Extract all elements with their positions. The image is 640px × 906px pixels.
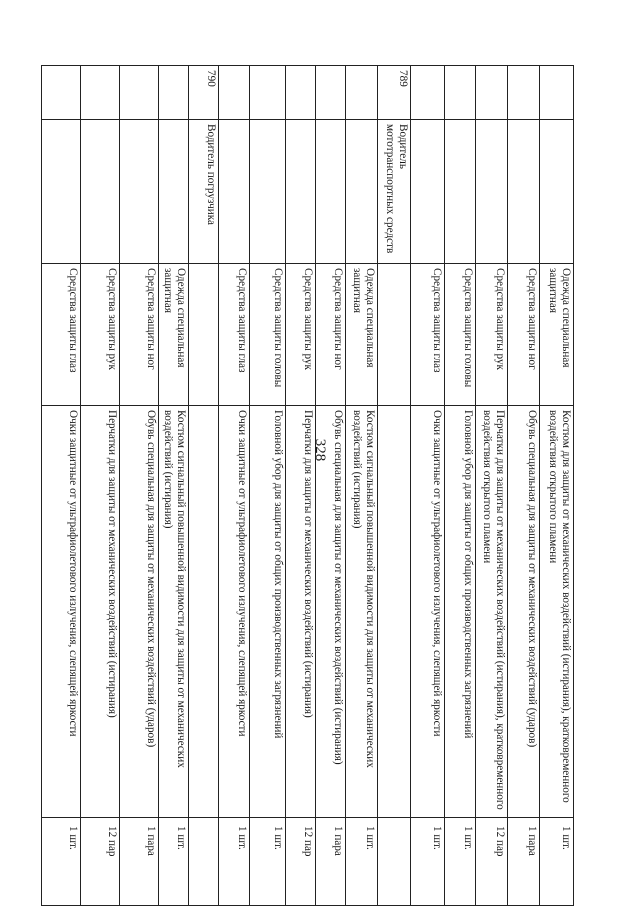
quantity-cell: 1 шт. <box>346 818 378 906</box>
table-row <box>189 66 219 906</box>
row-number-cell <box>445 66 476 120</box>
quantity-cell: 1 шт. <box>445 818 476 906</box>
ppe-category-cell: Средства защиты рук <box>81 264 120 406</box>
ppe-item-cell: Очки защитные от ультрафиолетового излучения, слепящей яркости <box>411 406 445 818</box>
job-title-cell <box>159 120 189 264</box>
row-number-cell <box>159 66 189 120</box>
table-row <box>378 66 411 906</box>
table-row <box>42 66 81 906</box>
table-row <box>508 66 540 906</box>
quantity-cell: 1 пара <box>316 818 346 906</box>
ppe-item-cell: Костюм сигнальный повышенной видимости для защиты от механических воздействий (истирания) <box>159 406 189 818</box>
quantity-cell: 12 пар <box>286 818 316 906</box>
row-number-cell <box>219 66 250 120</box>
quantity-cell: 1 шт. <box>250 818 286 906</box>
ppe-item-cell: Костюм для защиты от механических воздействий (истирания), кратковременного воздействия открытого пламени <box>540 406 574 818</box>
ppe-item-cell: Очки защитные от ультрафиолетового излучения, слепящей яркости <box>42 406 81 818</box>
ppe-item-cell: Перчатки для защиты от механических воздействий (истирания) <box>286 406 316 818</box>
quantity-cell: 12 пар <box>476 818 508 906</box>
ppe-item-cell: Очки защитные от ультрафиолетового излучения, слепящей яркости <box>219 406 250 818</box>
ppe-item-cell: Обувь специальная для защиты от механических воздействий (ударов) <box>120 406 159 818</box>
table-row <box>411 66 445 906</box>
table-row <box>286 66 316 906</box>
quantity-cell: 12 пар <box>81 818 120 906</box>
job-title-cell: Водитель погрузчика <box>189 120 219 264</box>
ppe-category-cell: Средства защиты головы <box>445 264 476 406</box>
ppe-category-cell: Средства защиты глаз <box>411 264 445 406</box>
row-number-cell <box>120 66 159 120</box>
table-row <box>120 66 159 906</box>
row-number-cell: 790 <box>189 66 219 120</box>
ppe-table-rotated <box>67 65 574 905</box>
row-number-cell <box>81 66 120 120</box>
ppe-category-cell: Одежда специальная защитная <box>540 264 574 406</box>
job-title-cell <box>81 120 120 264</box>
row-number-cell <box>540 66 574 120</box>
quantity-cell: 1 шт. <box>219 818 250 906</box>
quantity-cell: 1 шт. <box>159 818 189 906</box>
job-title-cell <box>120 120 159 264</box>
job-title-cell <box>42 120 81 264</box>
ppe-table <box>41 65 574 906</box>
ppe-category-cell: Средства защиты рук <box>476 264 508 406</box>
job-title-cell <box>286 120 316 264</box>
ppe-category-cell: Средства защиты головы <box>250 264 286 406</box>
ppe-item-cell: Обувь специальная для защиты от механических воздействий (ударов) <box>508 406 540 818</box>
job-title-cell <box>540 120 574 264</box>
ppe-category-cell: Одежда специальная защитная <box>346 264 378 406</box>
row-number-cell <box>286 66 316 120</box>
ppe-item-cell: Головной убор для защиты от общих производственных загрязнений <box>445 406 476 818</box>
row-number-cell <box>508 66 540 120</box>
row-number-cell <box>250 66 286 120</box>
ppe-category-cell <box>378 264 411 406</box>
ppe-item-cell: Перчатки для защиты от механических воздействий (истирания), кратковременного воздействия открытого пламени <box>476 406 508 818</box>
ppe-item-cell: Костюм сигнальный повышенной видимости для защиты от механических воздействий (истирания) <box>346 406 378 818</box>
job-title-cell <box>411 120 445 264</box>
ppe-category-cell: Средства защиты глаз <box>42 264 81 406</box>
ppe-category-cell: Средства защиты ног <box>316 264 346 406</box>
table-row <box>445 66 476 906</box>
ppe-category-cell <box>189 264 219 406</box>
row-number-cell <box>42 66 81 120</box>
quantity-cell: 1 пара <box>120 818 159 906</box>
ppe-category-cell: Одежда специальная защитная <box>159 264 189 406</box>
table-row <box>346 66 378 906</box>
table-row <box>476 66 508 906</box>
ppe-item-cell: Обувь специальная для защиты от механических воздействий (истирания) <box>316 406 346 818</box>
quantity-cell <box>189 818 219 906</box>
ppe-category-cell: Средства защиты рук <box>286 264 316 406</box>
quantity-cell: 1 шт. <box>540 818 574 906</box>
row-number-cell <box>346 66 378 120</box>
ppe-item-cell <box>189 406 219 818</box>
page-number: 328 <box>312 438 328 462</box>
table-row <box>219 66 250 906</box>
row-number-cell <box>476 66 508 120</box>
ppe-category-cell: Средства защиты ног <box>508 264 540 406</box>
row-number-cell <box>411 66 445 120</box>
job-title-cell <box>346 120 378 264</box>
job-title-cell <box>219 120 250 264</box>
job-title-cell <box>476 120 508 264</box>
ppe-item-cell <box>378 406 411 818</box>
ppe-table-body <box>42 66 574 906</box>
job-title-cell <box>445 120 476 264</box>
quantity-cell: 1 шт. <box>42 818 81 906</box>
job-title-cell <box>250 120 286 264</box>
row-number-cell <box>316 66 346 120</box>
ppe-category-cell: Средства защиты ног <box>120 264 159 406</box>
quantity-cell: 1 шт. <box>411 818 445 906</box>
job-title-cell: Водитель мототранспортных средств <box>378 120 411 264</box>
table-row <box>81 66 120 906</box>
ppe-item-cell: Головной убор для защиты от общих производственных загрязнений <box>250 406 286 818</box>
ppe-item-cell: Перчатки для защиты от механических воздействий (истирания) <box>81 406 120 818</box>
table-row <box>316 66 346 906</box>
quantity-cell: 1 пара <box>508 818 540 906</box>
table-row <box>159 66 189 906</box>
table-row <box>540 66 574 906</box>
quantity-cell <box>378 818 411 906</box>
ppe-category-cell: Средства защиты глаз <box>219 264 250 406</box>
table-row <box>250 66 286 906</box>
job-title-cell <box>316 120 346 264</box>
row-number-cell: 789 <box>378 66 411 120</box>
job-title-cell <box>508 120 540 264</box>
